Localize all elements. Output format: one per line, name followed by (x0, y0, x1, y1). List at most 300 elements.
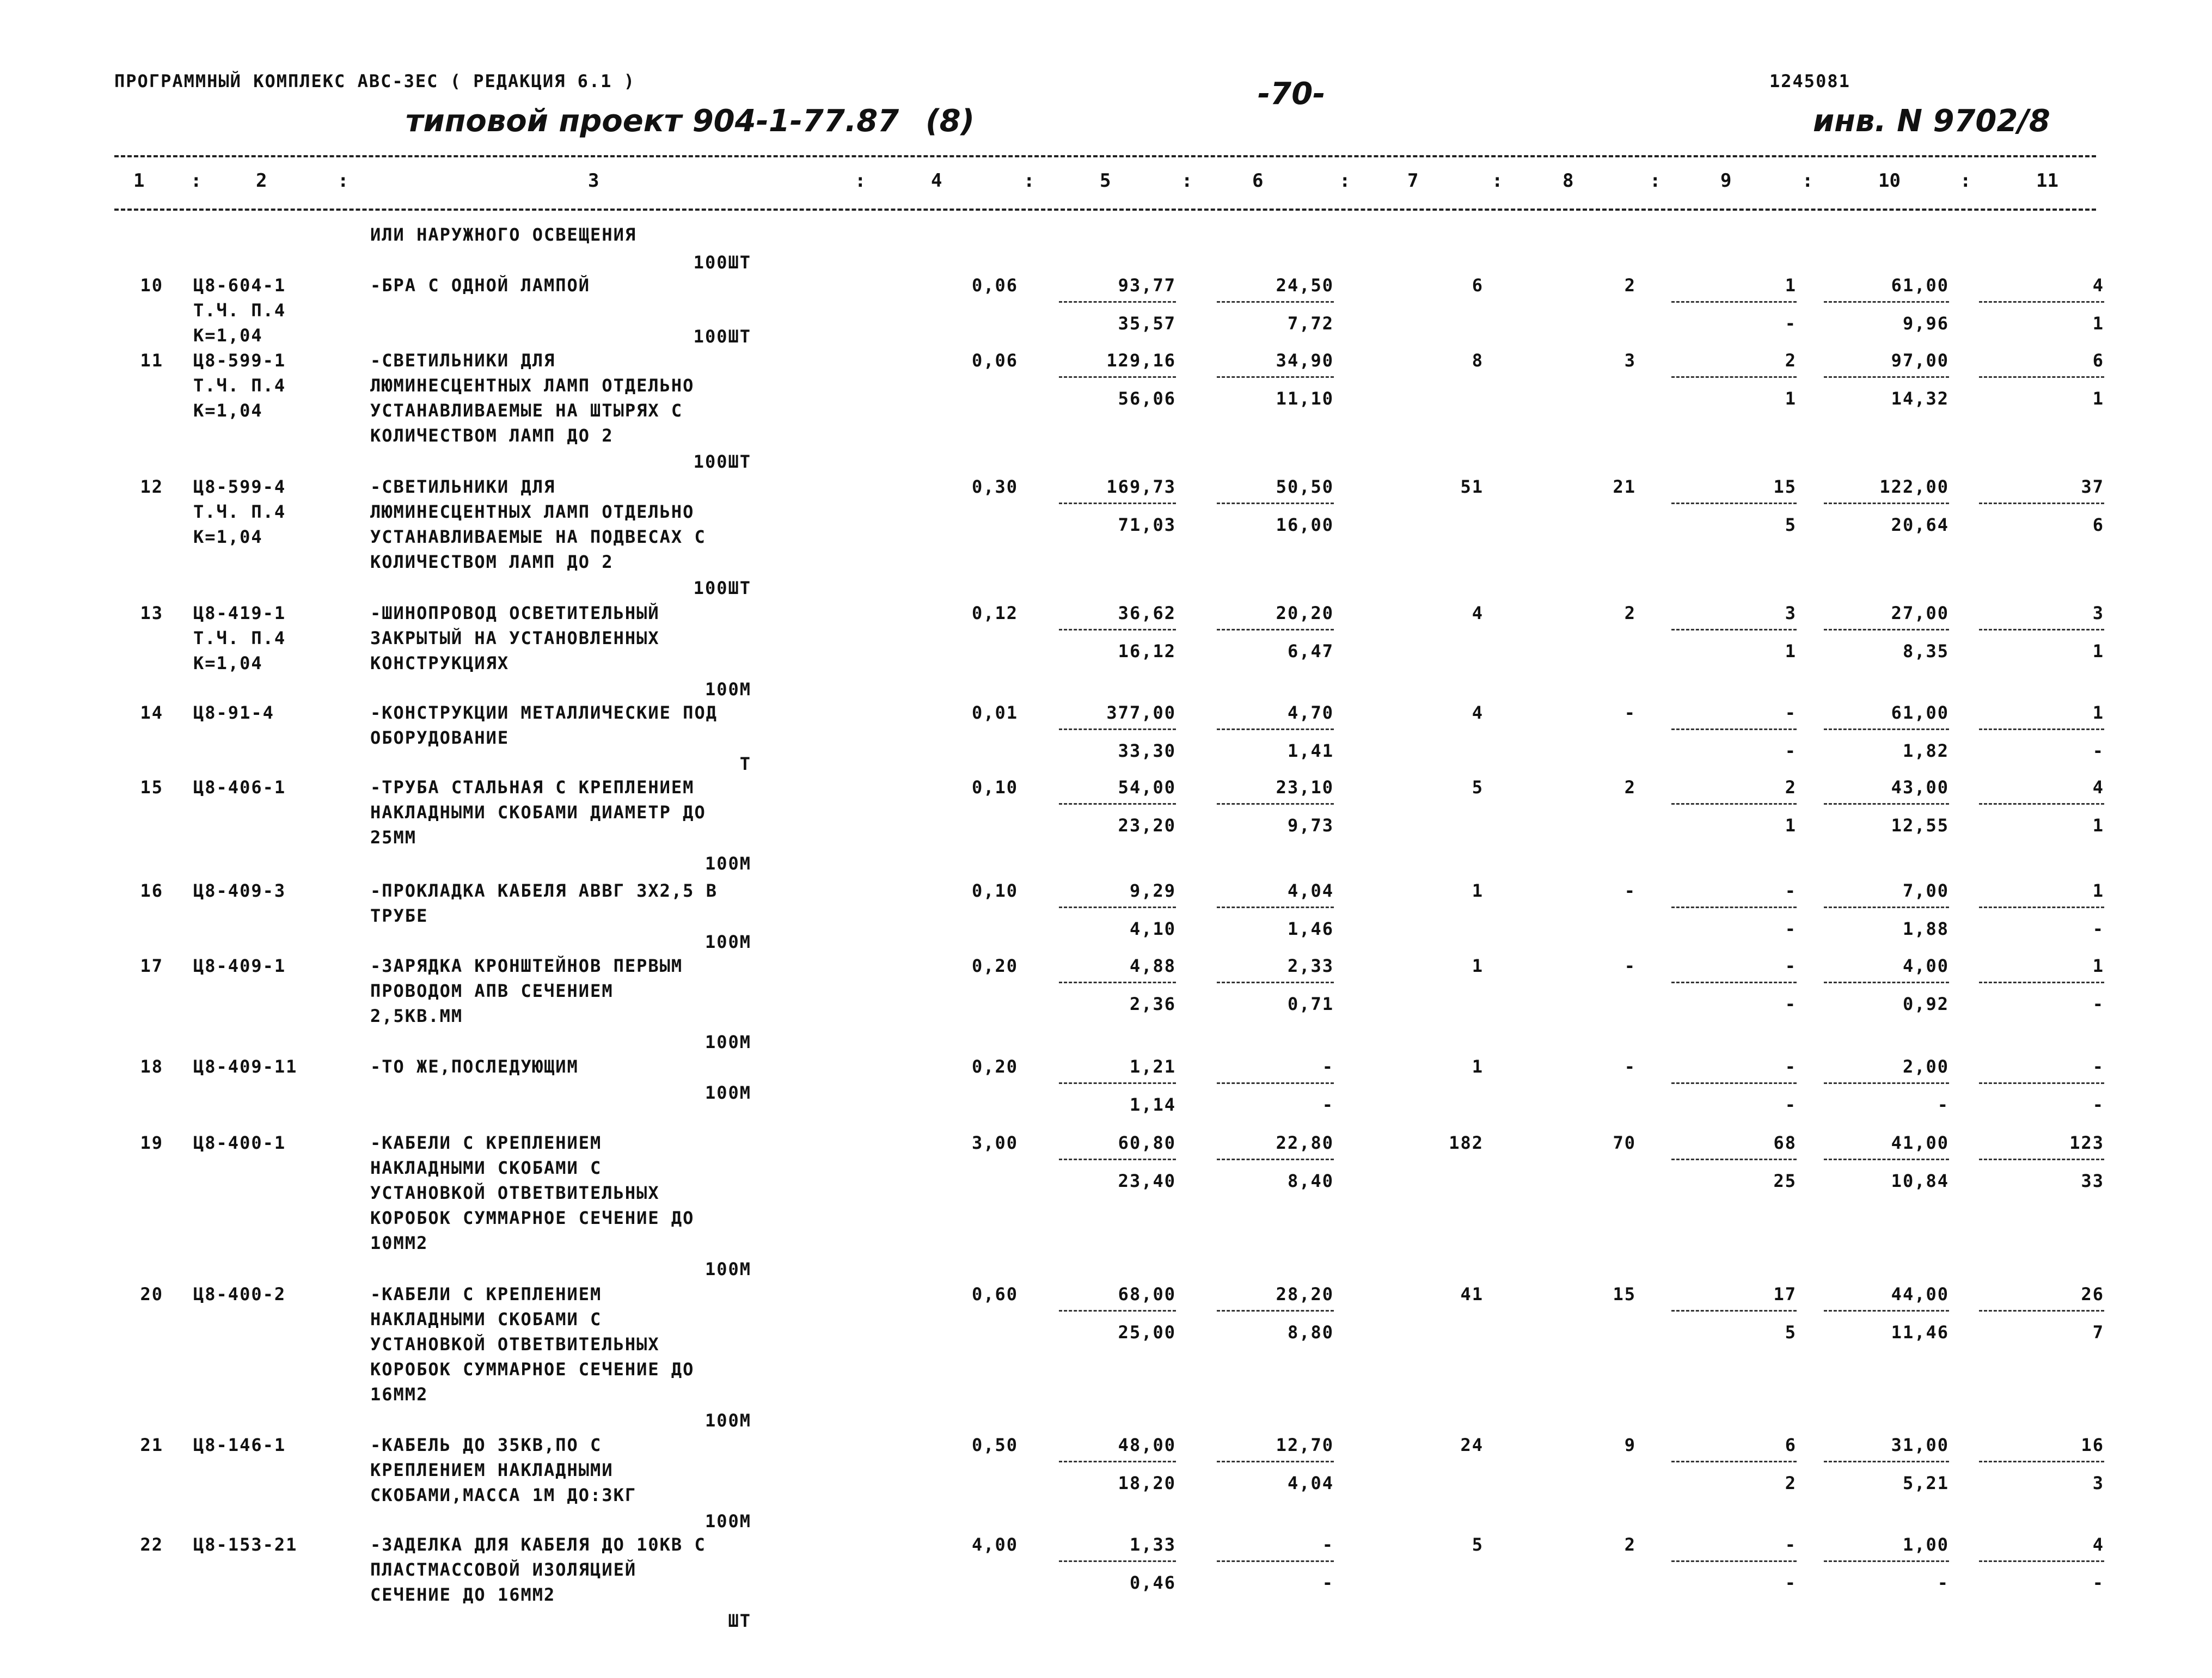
dashed-rule (1979, 803, 2104, 805)
labor-machinists: 11,46 (1891, 1322, 1949, 1343)
wages-cost: - (1624, 702, 1636, 723)
quantity: 0,30 (971, 476, 1018, 497)
quantity: 3,00 (971, 1132, 1018, 1153)
wages-cost: 2 (1624, 1534, 1636, 1555)
cost-total: 1,21 (1129, 1056, 1176, 1077)
row-number: 10 (140, 275, 163, 296)
dashed-rule (1979, 301, 2104, 303)
machine-total: 4,04 (1287, 880, 1334, 901)
dashed-rule (1824, 982, 1949, 983)
work-description-line: НАКЛАДНЫМИ СКОБАМИ С (370, 1309, 602, 1330)
dashed-rule (1824, 1461, 1949, 1462)
labor-total: 41,00 (1891, 1132, 1949, 1153)
labor-cost-machinists: - (2092, 1572, 2104, 1593)
work-description-line: -ТО ЖЕ,ПОСЛЕДУЮЩИМ (370, 1056, 579, 1077)
labor-cost-total: 4 (2092, 275, 2104, 296)
norm-coefficient: К=1,04 (193, 325, 263, 346)
work-description-line: -КАБЕЛИ С КРЕПЛЕНИЕМ (370, 1284, 602, 1305)
column-header-10: 10 (1878, 170, 1901, 192)
dashed-rule (1671, 1310, 1797, 1312)
labor-cost-machinists: 6 (2092, 515, 2104, 535)
labor-machinists: - (1937, 1094, 1949, 1115)
dashed-rule (1217, 1310, 1334, 1312)
labor-total: 31,00 (1891, 1435, 1949, 1455)
machine-wages: 8,80 (1287, 1322, 1334, 1343)
row-number: 14 (140, 702, 163, 723)
column-header-7: 7 (1407, 170, 1419, 192)
labor-total: 97,00 (1891, 350, 1949, 371)
dashed-rule (1059, 1159, 1176, 1160)
dashed-rule (1059, 1310, 1176, 1312)
norm-code: Ц8-599-1 (193, 350, 286, 371)
dashed-rule (1979, 1461, 2104, 1462)
labor-machinists: 10,84 (1891, 1171, 1949, 1191)
dashed-rule (1671, 1159, 1797, 1160)
unit-label: 100М (704, 932, 751, 952)
work-description-line: -ТРУБА СТАЛЬНАЯ С КРЕПЛЕНИЕМ (370, 777, 695, 798)
cost-wages: 1,14 (1129, 1094, 1176, 1115)
machine-total: 34,90 (1276, 350, 1334, 371)
wages-cost: - (1624, 956, 1636, 976)
machine-cost: 2 (1785, 777, 1797, 798)
cost-total: 60,80 (1118, 1132, 1176, 1153)
labor-cost-total: 37 (2081, 476, 2104, 497)
machine-wages-cost: 1 (1785, 641, 1797, 662)
column-header-2: 2 (256, 170, 267, 192)
cost-wages: 2,36 (1129, 994, 1176, 1014)
dashed-rule (1824, 1082, 1949, 1084)
dashed-rule (1671, 803, 1797, 805)
work-description-line: КОНСТРУКЦИЯХ (370, 653, 510, 673)
column-separator: : (1650, 170, 1661, 192)
labor-machinists: - (1937, 1572, 1949, 1593)
dashed-rule (1824, 503, 1949, 504)
dashed-rule (1217, 376, 1334, 378)
wages-cost: 70 (1613, 1132, 1636, 1153)
work-description-line: КОЛИЧЕСТВОМ ЛАМП ДО 2 (370, 552, 614, 572)
work-description-line: КОРОБОК СУММАРНОЕ СЕЧЕНИЕ ДО (370, 1359, 695, 1380)
labor-machinists: 14,32 (1891, 388, 1949, 409)
machine-wages: 11,10 (1276, 388, 1334, 409)
machine-cost: 6 (1785, 1435, 1797, 1455)
wages-cost: 15 (1613, 1284, 1636, 1305)
unit-label: 100М (704, 1082, 751, 1103)
labor-total: 61,00 (1891, 702, 1949, 723)
column-header-3: 3 (588, 170, 599, 192)
total-cost: 8 (1472, 350, 1484, 371)
cost-total: 54,00 (1118, 777, 1176, 798)
wages-cost: 2 (1624, 275, 1636, 296)
dashed-rule (1217, 907, 1334, 908)
total-cost: 41 (1460, 1284, 1484, 1305)
dashed-rule (1059, 728, 1176, 730)
labor-machinists: 9,96 (1902, 313, 1949, 334)
total-cost: 5 (1472, 1534, 1484, 1555)
labor-cost-machinists: 33 (2081, 1171, 2104, 1191)
dashed-rule (1059, 1461, 1176, 1462)
table-header-rule (114, 209, 2096, 211)
dashed-rule (1824, 301, 1949, 303)
dashed-rule (1671, 1560, 1797, 1562)
labor-cost-total: 4 (2092, 777, 2104, 798)
dashed-rule (1979, 1310, 2104, 1312)
total-cost: 182 (1449, 1132, 1484, 1153)
cost-wages: 71,03 (1118, 515, 1176, 535)
labor-cost-machinists: 1 (2092, 815, 2104, 836)
norm-part: Т.Ч. П.4 (193, 375, 286, 396)
machine-wages: 16,00 (1276, 515, 1334, 535)
column-separator: : (1339, 170, 1351, 192)
cost-total: 93,77 (1118, 275, 1176, 296)
program-header: ПРОГРАММНЫЙ КОМПЛЕКС АВС-3ЕС ( РЕДАКЦИЯ 6.1 ) (114, 71, 635, 91)
row-number: 19 (140, 1132, 163, 1153)
dashed-rule (1671, 1461, 1797, 1462)
cost-wages: 25,00 (1118, 1322, 1176, 1343)
labor-total: 61,00 (1891, 275, 1949, 296)
labor-cost-machinists: - (2092, 994, 2104, 1014)
quantity: 0,12 (971, 603, 1018, 623)
dashed-rule (1217, 1461, 1334, 1462)
work-description-line: -КАБЕЛИ С КРЕПЛЕНИЕМ (370, 1132, 602, 1153)
quantity: 0,20 (971, 1056, 1018, 1077)
column-separator: : (338, 170, 349, 192)
column-header-6: 6 (1252, 170, 1264, 192)
machine-wages: 8,40 (1287, 1171, 1334, 1191)
labor-cost-machinists: - (2092, 918, 2104, 939)
column-header-4: 4 (931, 170, 942, 192)
labor-total: 27,00 (1891, 603, 1949, 623)
dashed-rule (1671, 503, 1797, 504)
row-number: 11 (140, 350, 163, 371)
machine-wages-cost: 25 (1773, 1171, 1797, 1191)
dashed-rule (1217, 1159, 1334, 1160)
labor-machinists: 1,82 (1902, 740, 1949, 761)
column-separator: : (855, 170, 866, 192)
norm-code: Ц8-400-1 (193, 1132, 286, 1153)
labor-cost-machinists: - (2092, 1094, 2104, 1115)
table-top-rule (114, 155, 2096, 157)
part-number: (8) (926, 103, 975, 139)
norm-code: Ц8-153-21 (193, 1534, 298, 1555)
machine-wages-cost: 1 (1785, 388, 1797, 409)
labor-cost-total: 1 (2092, 880, 2104, 901)
labor-cost-total: 6 (2092, 350, 2104, 371)
dashed-rule (1824, 803, 1949, 805)
work-description-line: КОРОБОК СУММАРНОЕ СЕЧЕНИЕ ДО (370, 1208, 695, 1228)
labor-cost-machinists: 1 (2092, 388, 2104, 409)
work-description-line: НАКЛАДНЫМИ СКОБАМИ С (370, 1158, 602, 1178)
machine-wages-cost: 5 (1785, 515, 1797, 535)
dashed-rule (1979, 376, 2104, 378)
dashed-rule (1217, 728, 1334, 730)
row-number: 13 (140, 603, 163, 623)
dashed-rule (1671, 982, 1797, 983)
total-cost: 1 (1472, 880, 1484, 901)
dashed-rule (1979, 1159, 2104, 1160)
unit-label: 100М (704, 1259, 751, 1279)
cost-wages: 23,40 (1118, 1171, 1176, 1191)
labor-cost-total: 26 (2081, 1284, 2104, 1305)
norm-coefficient: К=1,04 (193, 526, 263, 547)
row-number: 22 (140, 1534, 163, 1555)
dashed-rule (1979, 629, 2104, 630)
machine-wages-cost: - (1785, 1572, 1797, 1593)
norm-code: Ц8-91-4 (193, 702, 274, 723)
unit-label: 100М (704, 1032, 751, 1052)
norm-code: Ц8-409-1 (193, 956, 286, 976)
machine-total: - (1322, 1056, 1334, 1077)
machine-wages-cost: - (1785, 1094, 1797, 1115)
machine-wages-cost: - (1785, 313, 1797, 334)
work-description-line: -КАБЕЛЬ ДО 35КВ,ПО С (370, 1435, 602, 1455)
work-description-line: 16ММ2 (370, 1384, 428, 1405)
machine-total: - (1322, 1534, 1334, 1555)
unit-label: 100ШТ (693, 326, 751, 347)
dashed-rule (1824, 1159, 1949, 1160)
labor-total: 7,00 (1902, 880, 1949, 901)
total-cost: 1 (1472, 956, 1484, 976)
norm-part: Т.Ч. П.4 (193, 300, 286, 321)
dashed-rule (1824, 907, 1949, 908)
work-description-line: УСТАНОВКОЙ ОТВЕТВИТЕЛЬНЫХ (370, 1334, 660, 1355)
quantity: 0,20 (971, 956, 1018, 976)
column-separator: : (1960, 170, 1971, 192)
machine-total: 2,33 (1287, 956, 1334, 976)
cost-total: 48,00 (1118, 1435, 1176, 1455)
work-description-line: ТРУБЕ (370, 905, 428, 926)
cost-total: 129,16 (1106, 350, 1176, 371)
work-description-line: ЛЮМИНЕСЦЕНТНЫХ ЛАМП ОТДЕЛЬНО (370, 501, 695, 522)
work-description-line: УСТАНАВЛИВАЕМЫЕ НА ШТЫРЯХ С (370, 400, 683, 421)
norm-code: Ц8-409-3 (193, 880, 286, 901)
work-description-line: НАКЛАДНЫМИ СКОБАМИ ДИАМЕТР ДО (370, 802, 706, 823)
quantity: 4,00 (971, 1534, 1018, 1555)
work-description-line: УСТАНОВКОЙ ОТВЕТВИТЕЛЬНЫХ (370, 1183, 660, 1203)
cost-total: 68,00 (1118, 1284, 1176, 1305)
norm-coefficient: К=1,04 (193, 653, 263, 673)
dashed-rule (1059, 301, 1176, 303)
dashed-rule (1979, 1560, 2104, 1562)
cost-total: 4,88 (1129, 956, 1176, 976)
machine-total: 12,70 (1276, 1435, 1334, 1455)
dashed-rule (1671, 376, 1797, 378)
dashed-rule (1824, 1310, 1949, 1312)
page-number: -70- (1258, 76, 1326, 112)
quantity: 0,10 (971, 880, 1018, 901)
dashed-rule (1824, 629, 1949, 630)
dashed-rule (1979, 907, 2104, 908)
machine-cost: 3 (1785, 603, 1797, 623)
wages-cost: - (1624, 880, 1636, 901)
row-number: 20 (140, 1284, 163, 1305)
dashed-rule (1059, 376, 1176, 378)
cost-wages: 35,57 (1118, 313, 1176, 334)
labor-machinists: 1,88 (1902, 918, 1949, 939)
unit-label: 100М (704, 1511, 751, 1532)
labor-cost-total: 123 (2069, 1132, 2104, 1153)
machine-total: 22,80 (1276, 1132, 1334, 1153)
norm-part: Т.Ч. П.4 (193, 501, 286, 522)
total-cost: 1 (1472, 1056, 1484, 1077)
total-cost: 6 (1472, 275, 1484, 296)
norm-code: Ц8-419-1 (193, 603, 286, 623)
cost-wages: 56,06 (1118, 388, 1176, 409)
machine-total: 24,50 (1276, 275, 1334, 296)
dashed-rule (1059, 503, 1176, 504)
column-header-9: 9 (1720, 170, 1732, 192)
dashed-rule (1979, 982, 2104, 983)
dashed-rule (1217, 301, 1334, 303)
unit-label: 100М (704, 853, 751, 874)
norm-code: Ц8-146-1 (193, 1435, 286, 1455)
wages-cost: 9 (1624, 1435, 1636, 1455)
norm-code: Ц8-400-2 (193, 1284, 286, 1305)
row-number: 21 (140, 1435, 163, 1455)
column-separator: : (191, 170, 202, 192)
wages-cost: 3 (1624, 350, 1636, 371)
labor-machinists: 0,92 (1902, 994, 1949, 1014)
machine-cost: 68 (1773, 1132, 1797, 1153)
column-header-1: 1 (133, 170, 145, 192)
dashed-rule (1671, 728, 1797, 730)
labor-total: 122,00 (1879, 476, 1949, 497)
work-description-line: -КОНСТРУКЦИИ МЕТАЛЛИЧЕСКИЕ ПОД (370, 702, 718, 723)
dashed-rule (1671, 907, 1797, 908)
machine-cost: 2 (1785, 350, 1797, 371)
machine-cost: - (1785, 1056, 1797, 1077)
work-description-line: -ПРОКЛАДКА КАБЕЛЯ АВВГ 3Х2,5 В (370, 880, 718, 901)
column-separator: : (1802, 170, 1813, 192)
unit-label: 100М (704, 1410, 751, 1431)
work-description-line: -СВЕТИЛЬНИКИ ДЛЯ (370, 350, 556, 371)
dashed-rule (1059, 629, 1176, 630)
machine-cost: 17 (1773, 1284, 1797, 1305)
machine-wages: 7,72 (1287, 313, 1334, 334)
total-cost: 51 (1460, 476, 1484, 497)
labor-machinists: 20,64 (1891, 515, 1949, 535)
machine-cost: - (1785, 956, 1797, 976)
dashed-rule (1824, 1560, 1949, 1562)
intro-line: ИЛИ НАРУЖНОГО ОСВЕЩЕНИЯ (370, 224, 637, 245)
cost-wages: 0,46 (1129, 1572, 1176, 1593)
norm-coefficient: К=1,04 (193, 400, 263, 421)
machine-cost: 1 (1785, 275, 1797, 296)
document-number: 1245081 (1769, 71, 1851, 91)
dashed-rule (1217, 803, 1334, 805)
unit-label: 100ШТ (693, 578, 751, 598)
dashed-rule (1059, 803, 1176, 805)
machine-wages-cost: - (1785, 918, 1797, 939)
labor-cost-machinists: - (2092, 740, 2104, 761)
dashed-rule (1217, 629, 1334, 630)
column-separator: : (1181, 170, 1193, 192)
labor-total: 44,00 (1891, 1284, 1949, 1305)
labor-machinists: 8,35 (1902, 641, 1949, 662)
row-number: 16 (140, 880, 163, 901)
cost-total: 9,29 (1129, 880, 1176, 901)
labor-machinists: 12,55 (1891, 815, 1949, 836)
cost-wages: 18,20 (1118, 1473, 1176, 1493)
work-description-line: -ШИНОПРОВОД ОСВЕТИТЕЛЬНЫЙ (370, 603, 660, 623)
machine-cost: - (1785, 1534, 1797, 1555)
labor-cost-total: - (2092, 1056, 2104, 1077)
unit-label: 100М (704, 679, 751, 700)
unit-label: 100ШТ (693, 252, 751, 273)
cost-total: 169,73 (1106, 476, 1176, 497)
column-separator: : (1492, 170, 1503, 192)
dashed-rule (1059, 982, 1176, 983)
machine-wages: - (1322, 1572, 1334, 1593)
work-description-line: ПРОВОДОМ АПВ СЕЧЕНИЕМ (370, 981, 614, 1001)
machine-cost: - (1785, 880, 1797, 901)
row-number: 12 (140, 476, 163, 497)
machine-wages-cost: - (1785, 740, 1797, 761)
machine-wages-cost: 1 (1785, 815, 1797, 836)
dashed-rule (1671, 1082, 1797, 1084)
wages-cost: - (1624, 1056, 1636, 1077)
machine-wages-cost: 5 (1785, 1322, 1797, 1343)
dashed-rule (1059, 1082, 1176, 1084)
column-header-8: 8 (1563, 170, 1574, 192)
machine-wages: - (1322, 1094, 1334, 1115)
norm-code: Ц8-599-4 (193, 476, 286, 497)
quantity: 0,06 (971, 350, 1018, 371)
column-header-11: 11 (2036, 170, 2058, 192)
work-description-line: ПЛАСТМАССОВОЙ ИЗОЛЯЦИЕЙ (370, 1559, 637, 1580)
machine-wages: 9,73 (1287, 815, 1334, 836)
work-description-line: -ЗАДЕЛКА ДЛЯ КАБЕЛЯ ДО 10КВ С (370, 1534, 706, 1555)
cost-total: 1,33 (1129, 1534, 1176, 1555)
quantity: 0,60 (971, 1284, 1018, 1305)
cost-wages: 4,10 (1129, 918, 1176, 939)
dashed-rule (1979, 503, 2104, 504)
dashed-rule (1979, 1082, 2104, 1084)
quantity: 0,01 (971, 702, 1018, 723)
machine-total: 23,10 (1276, 777, 1334, 798)
norm-code: Ц8-409-11 (193, 1056, 298, 1077)
cost-total: 377,00 (1106, 702, 1176, 723)
labor-cost-machinists: 1 (2092, 313, 2104, 334)
project-title: типовой проект 904-1-77.87 (406, 103, 899, 139)
dashed-rule (1671, 629, 1797, 630)
dashed-rule (1059, 907, 1176, 908)
column-header-5: 5 (1100, 170, 1111, 192)
row-number: 15 (140, 777, 163, 798)
labor-total: 4,00 (1902, 956, 1949, 976)
work-description-line: СЕЧЕНИЕ ДО 16ММ2 (370, 1584, 556, 1605)
machine-total: 28,20 (1276, 1284, 1334, 1305)
machine-total: 4,70 (1287, 702, 1334, 723)
work-description-line: -ЗАРЯДКА КРОНШТЕЙНОВ ПЕРВЫМ (370, 956, 683, 976)
labor-total: 43,00 (1891, 777, 1949, 798)
machine-total: 50,50 (1276, 476, 1334, 497)
labor-cost-total: 4 (2092, 1534, 2104, 1555)
column-separator: : (1024, 170, 1035, 192)
dashed-rule (1671, 301, 1797, 303)
work-description-line: УСТАНАВЛИВАЕМЫЕ НА ПОДВЕСАХ С (370, 526, 706, 547)
unit-label: 100ШТ (693, 451, 751, 472)
dashed-rule (1217, 1560, 1334, 1562)
labor-cost-machinists: 7 (2092, 1322, 2104, 1343)
row-number: 18 (140, 1056, 163, 1077)
total-cost: 24 (1460, 1435, 1484, 1455)
wages-cost: 2 (1624, 777, 1636, 798)
inventory-number: инв. N 9702/8 (1813, 103, 2050, 139)
machine-wages: 1,41 (1287, 740, 1334, 761)
labor-total: 1,00 (1902, 1534, 1949, 1555)
labor-cost-machinists: 1 (2092, 641, 2104, 662)
labor-total: 2,00 (1902, 1056, 1949, 1077)
